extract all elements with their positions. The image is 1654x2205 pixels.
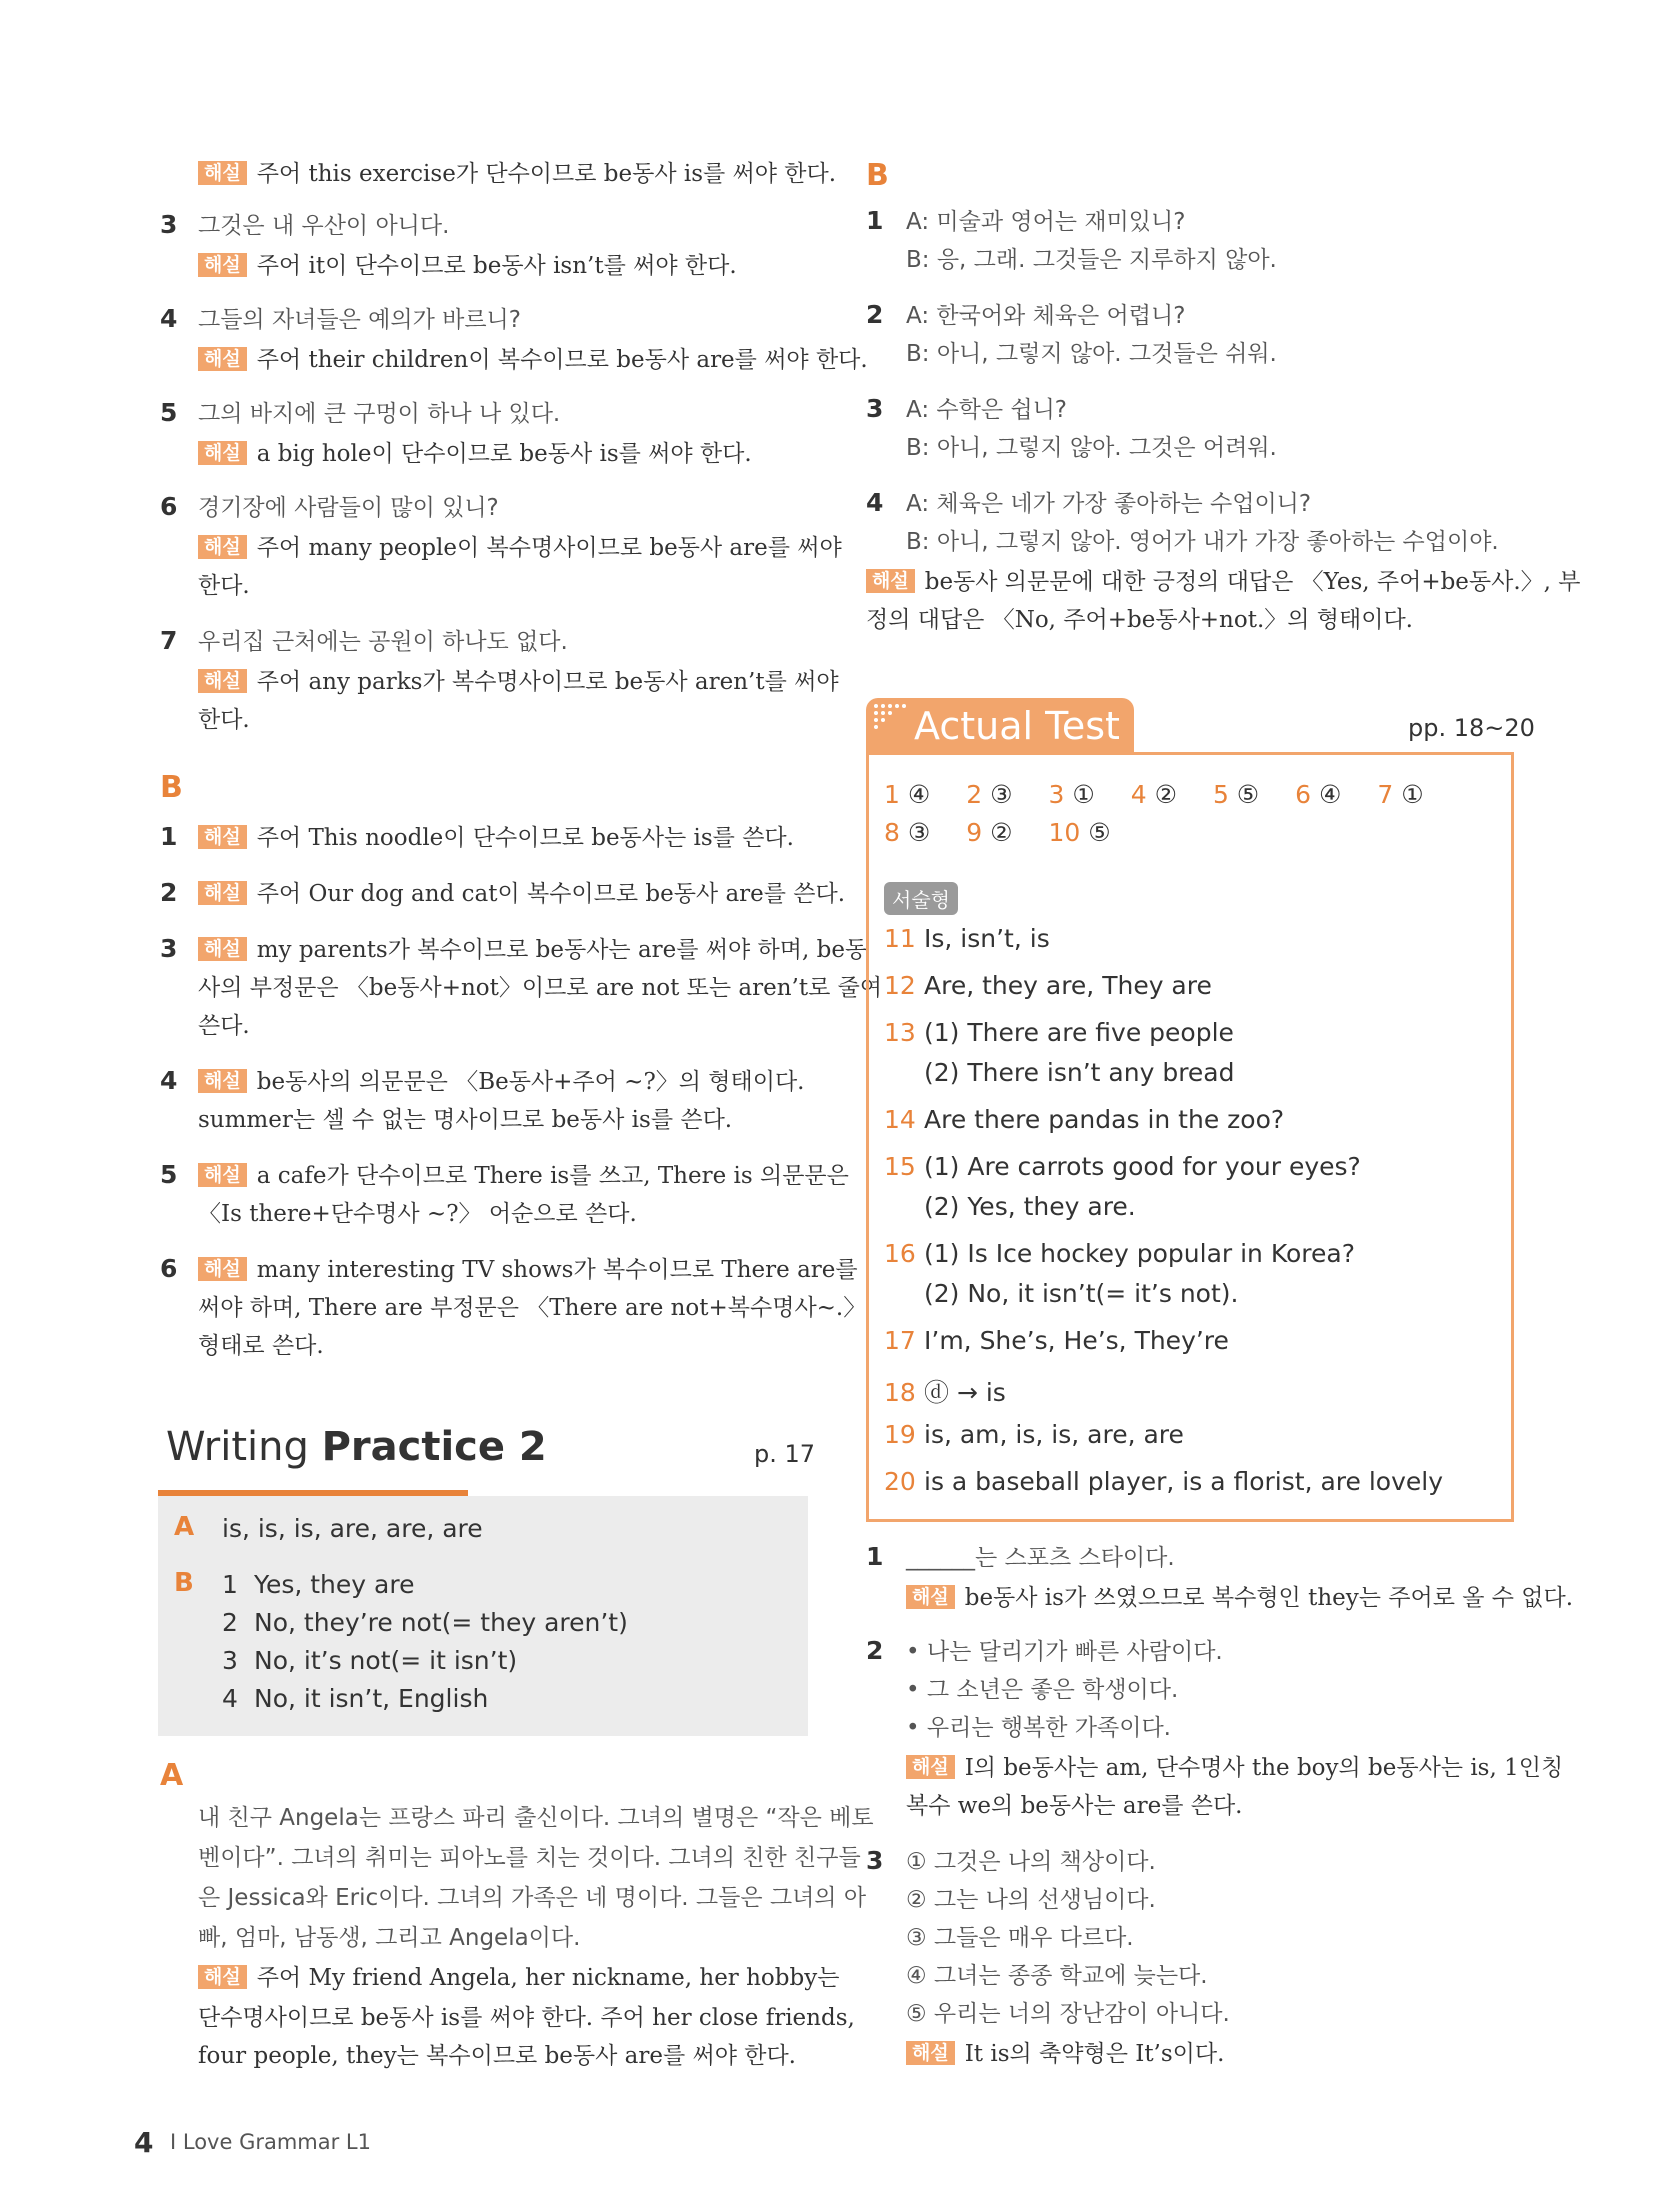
translation-line: 은 Jessica와 Eric이다. 그녀의 가족은 네 명이다. 그들은 그녀의 아 xyxy=(198,1885,867,1911)
actual-test-answer-row xyxy=(884,1326,1229,1355)
dot-pattern-icon xyxy=(872,702,912,732)
item-number: 6 xyxy=(160,1254,178,1283)
answer-text: (2) There isn’t any bread xyxy=(924,1058,1235,1087)
explanation-line: 해설 주어 Our dog and cat이 복수이므로 be동사 are를 쓴다. xyxy=(198,874,845,914)
item-number: 4 xyxy=(160,1066,178,1095)
korean-sentence: 그들의 자녀들은 예의가 바르니? xyxy=(198,307,521,333)
answer-number: 11 xyxy=(884,924,916,953)
explanation-badge: 해설 xyxy=(198,881,247,905)
explanation-line: 해설 주어 it이 단수이므로 be동사 isn’t를 써야 한다. xyxy=(198,246,737,286)
explanation-line: 해설 주어 this exercise가 단수이므로 be동사 is를 써야 한다. xyxy=(198,154,836,194)
actual-test-tab xyxy=(866,698,1134,752)
answer-text: No, they’re not(= they aren’t) xyxy=(254,1608,628,1637)
explanation-continuation: 복수 we의 be동사는 are를 쓴다. xyxy=(906,1793,1243,1819)
question-sentence: • 우리는 행복한 가족이다. xyxy=(906,1715,1171,1741)
explanation-badge: 해설 xyxy=(198,1069,247,1093)
answer-text: (1) There are five people xyxy=(924,1018,1234,1047)
section-letter-b: B xyxy=(160,770,183,805)
section-letter-b: B xyxy=(866,158,889,193)
answer-text: I’m, She’s, He’s, They’re xyxy=(924,1326,1229,1355)
item-number: 2 xyxy=(866,300,884,329)
dialog-line: B: 아니, 그렇지 않아. 그것은 어려워. xyxy=(906,435,1277,461)
choice-line: ⑤ 우리는 너의 장난감이 아니다. xyxy=(906,2001,1230,2027)
explanation-continuation: 쓴다. xyxy=(198,1013,250,1039)
dialog-line: A: 미술과 영어는 재미있니? xyxy=(906,209,1186,235)
item-number: 1 xyxy=(866,1542,884,1571)
answer-number: 14 xyxy=(884,1105,916,1134)
explanation-badge: 해설 xyxy=(198,937,247,961)
question-sentence: ______는 스포츠 스타이다. xyxy=(906,1545,1175,1571)
translation-line: 빠, 엄마, 남동생, 그리고 Angela이다. xyxy=(198,1925,581,1951)
actual-test-answer-row xyxy=(884,1279,1238,1308)
answer-text: is a baseball player, is a florist, are lovely xyxy=(924,1467,1443,1496)
explanation-line: 해설 주어 This noodle이 단수이므로 be동사는 is를 쓴다. xyxy=(198,818,794,858)
explanation-continuation: 단수명사이므로 be동사 is를 써야 한다. 주어 her close friends, xyxy=(198,2005,855,2031)
korean-sentence: 우리집 근처에는 공원이 하나도 없다. xyxy=(198,629,568,655)
answer-number: 15 xyxy=(884,1152,916,1181)
answer-text: No, it isn’t, English xyxy=(254,1684,489,1713)
answer-text: is, am, is, is, are, are xyxy=(924,1420,1184,1449)
answer-number: 12 xyxy=(884,971,916,1000)
choice-line: ④ 그녀는 종종 학교에 늦는다. xyxy=(906,1963,1208,1989)
answer-number: 1 xyxy=(222,1570,238,1599)
translation-line: 벤이다”. 그녀의 취미는 피아노를 치는 것이다. 그녀의 친한 친구들 xyxy=(198,1845,861,1871)
answer-text: ⓓ → is xyxy=(924,1378,1006,1407)
actual-test-answer-row xyxy=(884,1420,1184,1449)
explanation-continuation: 〈Is there+단수명사 ~?〉 어순으로 쓴다. xyxy=(198,1201,637,1227)
korean-sentence: 경기장에 사람들이 많이 있니? xyxy=(198,495,499,521)
item-number: 2 xyxy=(160,878,178,907)
explanation-badge: 해설 xyxy=(906,2041,955,2065)
item-number: 4 xyxy=(160,304,178,333)
explanation-line: 해설 be동사 is가 쓰였으므로 복수형인 they는 주어로 올 수 없다. xyxy=(906,1578,1573,1618)
answer-text: No, it’s not(= it isn’t) xyxy=(254,1646,518,1675)
explanation-badge: 해설 xyxy=(866,569,915,593)
explanation-line: 해설 주어 many people이 복수명사이므로 be동사 are를 써야 xyxy=(198,528,842,568)
explanation-line: 해설 be동사 의문문에 대한 긍정의 대답은 〈Yes, 주어+be동사.〉, 부 xyxy=(866,562,1581,602)
explanation-badge: 해설 xyxy=(906,1755,955,1779)
explanation-badge: 해설 xyxy=(198,1965,247,1989)
answer-label-b: B xyxy=(174,1568,194,1598)
explanation-line: 해설 my parents가 복수이므로 be동사는 are를 써야 하며, be동 xyxy=(198,930,867,970)
page-reference: pp. 18~20 xyxy=(1408,714,1535,742)
book-title: I Love Grammar L1 xyxy=(170,2130,371,2154)
explanation-line: 해설 many interesting TV shows가 복수이므로 There are를 xyxy=(198,1250,858,1290)
explanation-continuation: 한다. xyxy=(198,573,250,599)
item-number: 1 xyxy=(160,822,178,851)
item-number: 3 xyxy=(866,394,884,423)
item-number: 4 xyxy=(866,488,884,517)
answer-number: 18 xyxy=(884,1378,916,1407)
answer-number: 20 xyxy=(884,1467,916,1496)
answer-row-2: 8 ③ 9 ② 10 ⑤ xyxy=(884,818,1111,847)
answer-number: 19 xyxy=(884,1420,916,1449)
explanation-continuation: 써야 하며, There are 부정문은 〈There are not+복수명사~.〉 xyxy=(198,1295,867,1321)
item-number: 3 xyxy=(160,210,178,239)
choice-line: ② 그는 나의 선생님이다. xyxy=(906,1887,1156,1913)
answer-label-a: A xyxy=(174,1512,195,1542)
answer-text: (2) No, it isn’t(= it’s not). xyxy=(924,1279,1239,1308)
page-number: 4 xyxy=(134,2126,154,2159)
actual-test-answer-row xyxy=(884,1467,1443,1496)
explanation-line: 해설 주어 My friend Angela, her nickname, her hobby는 xyxy=(198,1958,839,1998)
dialog-line: B: 아니, 그렇지 않아. 영어가 내가 가장 좋아하는 수업이야. xyxy=(906,529,1499,555)
actual-test-answer-row xyxy=(884,1239,1355,1268)
item-number: 5 xyxy=(160,1160,178,1189)
answer-text: Are, they are, They are xyxy=(924,971,1212,1000)
actual-test-answer-row xyxy=(884,1373,1006,1409)
explanation-continuation: summer는 셀 수 없는 명사이므로 be동사 is를 쓴다. xyxy=(198,1107,733,1133)
subjective-badge: 서술형 xyxy=(884,882,958,915)
answer-number: 2 xyxy=(222,1608,238,1637)
dialog-line: B: 응, 그래. 그것들은 지루하지 않아. xyxy=(906,247,1277,273)
explanation-line: 해설 be동사의 의문문은 〈Be동사+주어 ~?〉의 형태이다. xyxy=(198,1062,804,1102)
actual-test-answer-row xyxy=(884,1058,1235,1087)
explanation-badge: 해설 xyxy=(198,535,247,559)
item-number: 3 xyxy=(866,1846,884,1875)
actual-test-answer-row xyxy=(884,1018,1234,1047)
explanation-line: 해설 a big hole이 단수이므로 be동사 is를 써야 한다. xyxy=(198,434,752,474)
answer-text: Is, isn’t, is xyxy=(924,924,1050,953)
dialog-line: A: 수학은 쉽니? xyxy=(906,397,1067,423)
explanation-badge: 해설 xyxy=(198,669,247,693)
answer-text: (1) Is Ice hockey popular in Korea? xyxy=(924,1239,1355,1268)
answer-text: Are there pandas in the zoo? xyxy=(924,1105,1285,1134)
answer-number: 4 xyxy=(222,1684,238,1713)
explanation-badge: 해설 xyxy=(198,347,247,371)
answer-text: is, is, is, are, are, are xyxy=(222,1514,483,1543)
dialog-line: A: 한국어와 체육은 어렵니? xyxy=(906,303,1186,329)
page-reference: p. 17 xyxy=(754,1440,816,1468)
explanation-badge: 해설 xyxy=(906,1585,955,1609)
explanation-line: 해설 주어 any parks가 복수명사이므로 be동사 aren’t를 써야 xyxy=(198,662,839,702)
korean-sentence: 그것은 내 우산이 아니다. xyxy=(198,213,450,239)
korean-sentence: 그의 바지에 큰 구멍이 하나 나 있다. xyxy=(198,401,561,427)
explanation-line: 해설 주어 their children이 복수이므로 be동사 are를 써야 한다. xyxy=(198,340,868,380)
explanation-badge: 해설 xyxy=(198,441,247,465)
actual-test-answer-row xyxy=(884,1192,1136,1221)
explanation-continuation: 정의 대답은 〈No, 주어+be동사+not.〉의 형태이다. xyxy=(866,607,1413,633)
answer-number: 3 xyxy=(222,1646,238,1675)
actual-test-title: Actual Test xyxy=(914,704,1120,748)
item-number: 3 xyxy=(160,934,178,963)
writing-practice-title: Writing Practice 2 xyxy=(166,1424,547,1470)
dialog-line: A: 체육은 네가 가장 좋아하는 수업이니? xyxy=(906,491,1312,517)
choice-line: ③ 그들은 매우 다르다. xyxy=(906,1925,1134,1951)
answer-row-1: 1 ④ 2 ③ 3 ① 4 ② 5 ⑤ 6 ④ 7 ① xyxy=(884,780,1424,809)
choice-line: ① 그것은 나의 책상이다. xyxy=(906,1849,1156,1875)
answer-number: 13 xyxy=(884,1018,916,1047)
explanation-badge: 해설 xyxy=(198,253,247,277)
explanation-badge: 해설 xyxy=(198,161,247,185)
explanation-continuation: 사의 부정문은 〈be동사+not〉이므로 are not 또는 aren’t로 줄여 xyxy=(198,975,883,1001)
explanation-line: 해설 I의 be동사는 am, 단수명사 the boy의 be동사는 is, 1인칭 xyxy=(906,1748,1563,1788)
explanation-line: 해설 a cafe가 단수이므로 There is를 쓰고, There is 의문문은 xyxy=(198,1156,849,1196)
explanation-badge: 해설 xyxy=(198,1257,247,1281)
explanation-badge: 해설 xyxy=(198,825,247,849)
actual-test-answer-row xyxy=(884,924,1050,953)
translation-line: 내 친구 Angela는 프랑스 파리 출신이다. 그녀의 별명은 “작은 베토 xyxy=(198,1805,874,1831)
section-letter-a: A xyxy=(160,1758,184,1793)
answer-text: Yes, they are xyxy=(254,1570,415,1599)
question-sentence: • 그 소년은 좋은 학생이다. xyxy=(906,1677,1179,1703)
answer-number: 17 xyxy=(884,1326,916,1355)
answer-number: 16 xyxy=(884,1239,916,1268)
item-number: 1 xyxy=(866,206,884,235)
item-number: 6 xyxy=(160,492,178,521)
explanation-badge: 해설 xyxy=(198,1163,247,1187)
actual-test-answer-row xyxy=(884,1105,1284,1134)
item-number: 7 xyxy=(160,626,178,655)
explanation-continuation: four people, they는 복수이므로 be동사 are를 써야 한다. xyxy=(198,2043,796,2069)
answer-text: (2) Yes, they are. xyxy=(924,1192,1136,1221)
item-number: 2 xyxy=(866,1636,884,1665)
item-number: 5 xyxy=(160,398,178,427)
question-sentence: • 나는 달리기가 빠른 사람이다. xyxy=(906,1639,1223,1665)
explanation-continuation: 형태로 쓴다. xyxy=(198,1333,324,1359)
actual-test-answer-row xyxy=(884,1152,1361,1181)
dialog-line: B: 아니, 그렇지 않아. 그것들은 쉬워. xyxy=(906,341,1277,367)
explanation-continuation: 한다. xyxy=(198,707,250,733)
answer-text: (1) Are carrots good for your eyes? xyxy=(924,1152,1361,1181)
explanation-line: 해설 It is의 축약형은 It’s이다. xyxy=(906,2034,1224,2074)
actual-test-answer-row xyxy=(884,971,1212,1000)
